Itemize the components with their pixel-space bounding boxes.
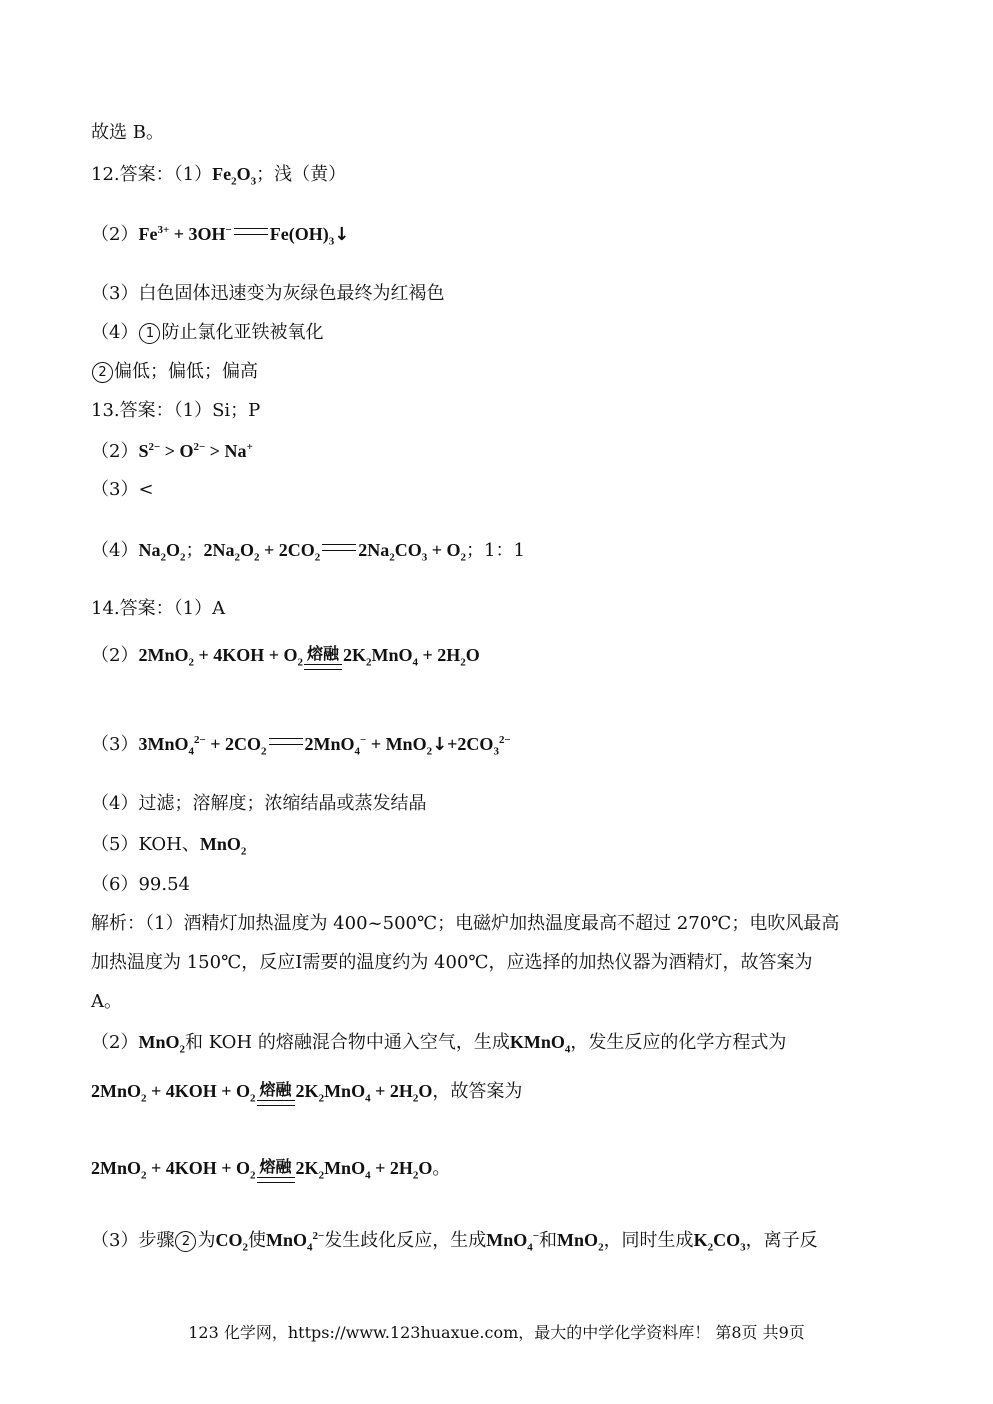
analysis-line: 加热温度为 150℃，反应Ⅰ需要的温度约为 400℃，应选择的加热仪器为酒精灯，故答案为 [91,952,813,973]
answer-14-line: 14.答案：（1）A [91,598,226,619]
equation-line: $2MnO_2 + 4KOH + O_2$ 熔融 $2K_2MnO_4 + 2H_2O$。 [91,1157,451,1182]
formula-na2o2: $Na_2O_2$ [138,540,186,564]
down-arrow-icon: ↓ [334,224,350,245]
equation-line: $(2)2MnO_2 + 4KOH + O_2$ 熔融 $2K_2MnO_4 + 2H_2O$ [91,644,480,669]
analysis-line: 解析：（1）酒精灯加热温度为 400~500℃；电磁炉加热温度最高不超过 270℃；电吹风最高 [91,913,840,934]
circled-number-2: 2 [92,362,113,383]
equation-line: $(4)Na_2O_2$；$2Na_2O_2 + 2CO_2$ $2Na_2CO_3 + O_2$；1：1 [91,540,525,564]
circled-number-2: 2 [175,1231,196,1252]
circled-number-1: 1 [139,323,160,344]
text-line: （3）< [91,479,154,500]
formula-mno2: MnO$_2$ [138,1032,185,1056]
formula-mno2: MnO$_2$ [199,834,247,858]
equation-mno2-koh: $2MnO_2 + 4KOH + O_2$ 熔融 $2K_2MnO_4 + 2H_2O$ [138,644,480,669]
condition-melt: 熔融 [304,644,342,670]
down-arrow-icon: ↓ [432,734,448,755]
condition-melt: 熔融 [257,1157,295,1183]
analysis-line: A。 [91,991,122,1012]
equation-line: $(2)Fe^{3+} + 3OH^-$ $Fe(OH)_3↓$ [91,224,350,248]
equals-sign [234,228,268,235]
text-line: （4）过滤；溶解度；浓缩结晶或蒸发结晶 [91,793,427,814]
text-line: （4） 1 防止氯化亚铁被氧化 [91,322,324,343]
formula-fe2o3: $Fe_2O_3$ [212,164,257,188]
formula-kmno4: KMnO$_4$ [509,1032,571,1056]
text-line: （3）白色固体迅速变为灰绿色最终为红褐色 [91,283,445,304]
text-line: （5）KOH、MnO$_2$ [91,834,247,858]
text-line: 2 偏低；偏低；偏高 [91,360,258,384]
text-line: 故选 B。 [91,122,164,143]
equation-mno4-co2: $3MnO_4^{2-} + 2CO_2$ 2MnO$_4$− + MnO$_2$ [138,734,433,758]
text-line: （6）99.54 [91,874,190,895]
equation-line: $(2)S^{2-} > O^{2-} > Na^+$ [91,441,253,462]
equation-line: $2MnO_2 + 4KOH + O_2$ 熔融 $2K_2MnO_4 + 2H_2O$，故答案为 [91,1080,523,1105]
analysis-line: （3）步骤 2 为$CO_2$使MnO$_4^{2-}$发生歧化反应，生成MnO$_4$−和MnO$_2$，同时生成$K_2CO_3$，离子反 [91,1230,818,1254]
equation-mno2-koh: $2MnO_2 + 4KOH + O_2$ 熔融 $2K_2MnO_4 + 2H_2O$ [91,1157,433,1182]
equals-sign [322,544,356,551]
equals-sign [269,738,303,745]
ion-radius-order: $S^{2-} > O^{2-} > Na^+$ [138,441,253,461]
condition-melt: 熔融 [257,1080,295,1106]
analysis-line: （2）MnO$_2$和 KOH 的熔融混合物中通入空气，生成KMnO$_4$，发生反应的化学方程式为 [91,1032,787,1056]
equation-na2o2-co2: $2Na_2O_2 + 2CO_2$ $2Na_2CO_3 + O_2$ [203,540,467,564]
equation-mno2-koh: $2MnO_2 + 4KOH + O_2$ 熔融 $2K_2MnO_4 + 2H_2O$ [91,1080,433,1105]
equation-line: $(3)3MnO_4^{2-} + 2CO_2$ $2MnO_4^- + MnO_2↓+2CO_3^{2-}$ [91,734,511,758]
page-footer: 123 化学网，https://www.123huaxue.com，最大的中学化学资料库！ 第8页 共9页 [188,1323,805,1342]
answer-12-line: 12.答案：$(1)Fe_2O_3$；浅（黄） [91,164,347,188]
equation-fe-oh: $Fe^{3+} + 3OH^-$ $Fe(OH)_3$ [138,224,335,248]
answer-13-line: 13.答案：（1）Si；P [91,400,261,421]
